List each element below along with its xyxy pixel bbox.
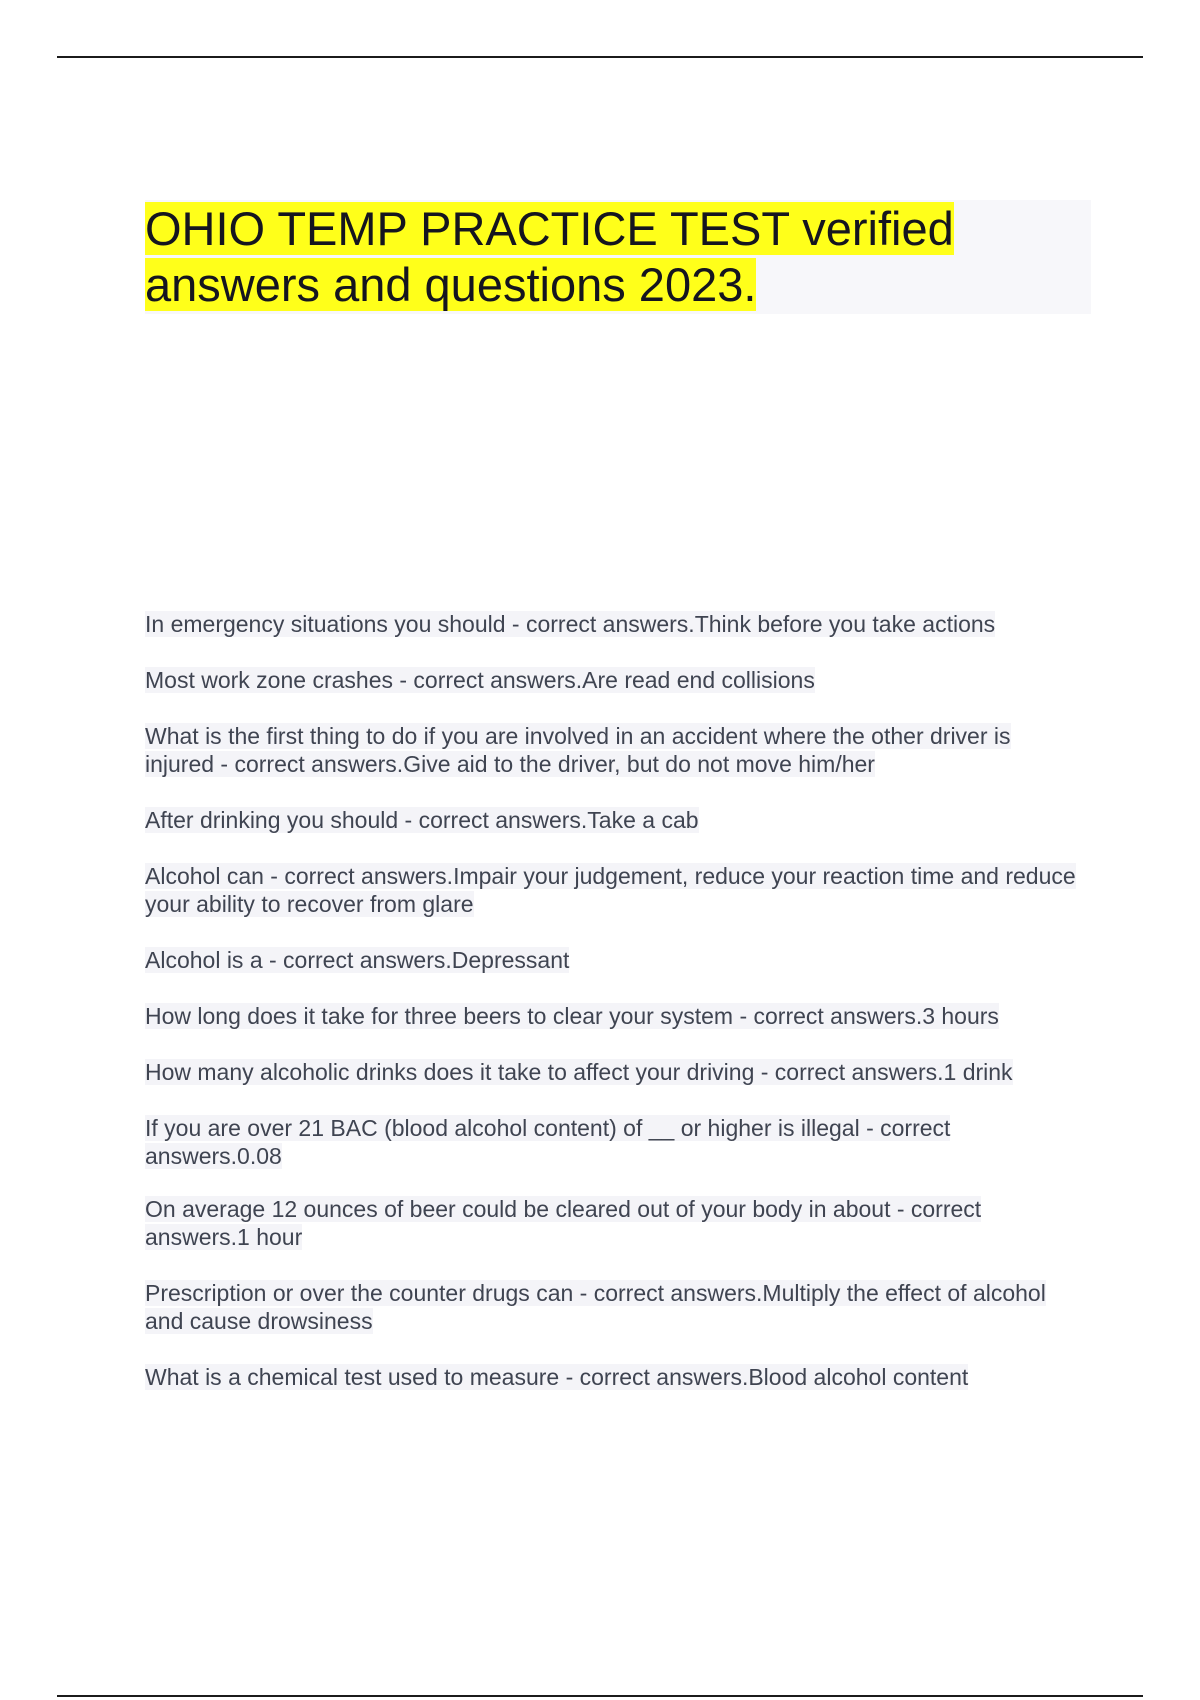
document-title-text: OHIO TEMP PRACTICE TEST verified answers and questions 2023. <box>145 202 954 311</box>
qa-item: On average 12 ounces of beer could be cleared out of your body in about - correct answers.1 hour <box>145 1196 982 1250</box>
qa-item: How long does it take for three beers to clear your system - correct answers.3 hours <box>145 1003 999 1029</box>
qa-list <box>145 610 1085 1419</box>
qa-item: Prescription or over the counter drugs can - correct answers.Multiply the effect of alcohol and cause drowsiness <box>145 1280 1046 1334</box>
qa-item: Most work zone crashes - correct answers.Are read end collisions <box>145 667 815 693</box>
qa-item: In emergency situations you should - correct answers.Think before you take actions <box>145 611 996 637</box>
qa-item: What is the first thing to do if you are involved in an accident where the other driver is injured - correct answers.Give aid to the driver, but do not move him/her <box>145 723 1011 777</box>
qa-item: After drinking you should - correct answers.Take a cab <box>145 807 699 833</box>
top-rule <box>57 56 1143 58</box>
qa-item: Alcohol is a - correct answers.Depressant <box>145 947 570 973</box>
qa-item: What is a chemical test used to measure - correct answers.Blood alcohol content <box>145 1364 969 1390</box>
qa-item: If you are over 21 BAC (blood alcohol content) of __ or higher is illegal - correct answers.0.08 <box>145 1115 951 1169</box>
title-block <box>145 200 1091 314</box>
bottom-rule <box>57 1695 1143 1697</box>
qa-item: How many alcoholic drinks does it take to affect your driving - correct answers.1 drink <box>145 1059 1013 1085</box>
qa-item: Alcohol can - correct answers.Impair your judgement, reduce your reaction time and reduce your ability to recover from glare <box>145 863 1076 917</box>
document-title <box>145 200 1091 313</box>
